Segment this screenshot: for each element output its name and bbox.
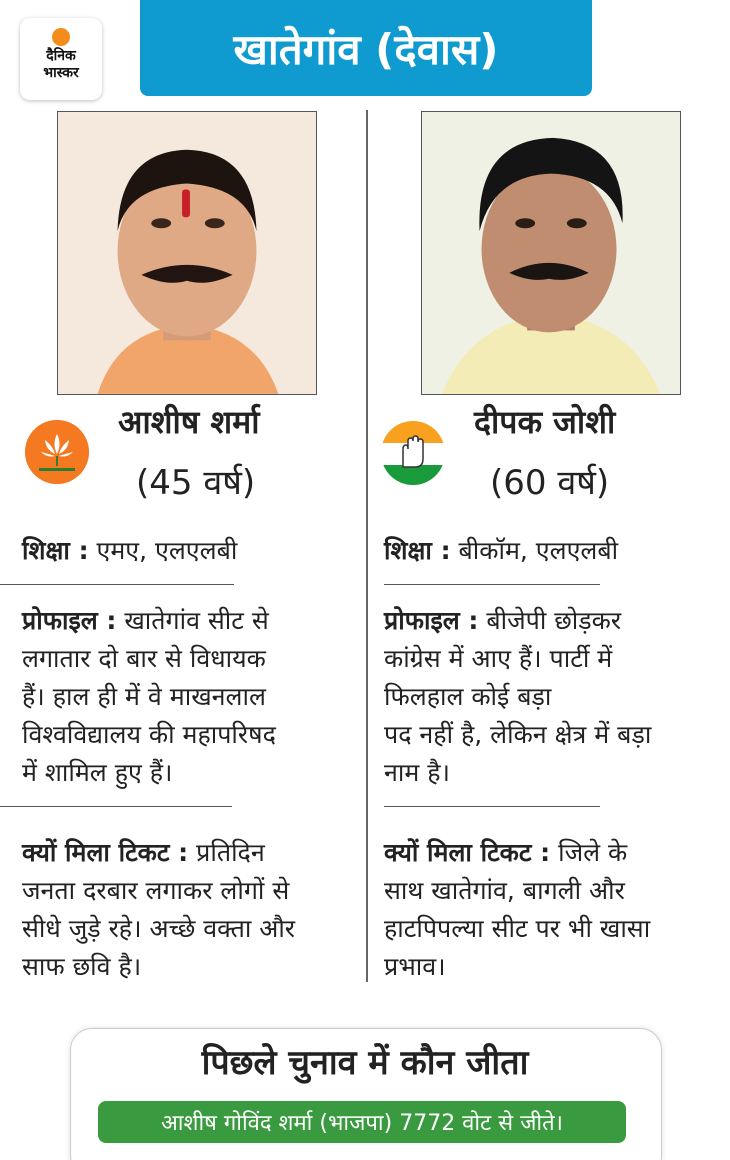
last-election-heading: पिछले चुनाव में कौन जीता <box>201 1043 529 1083</box>
profile-line: खातेगांव सीट से <box>116 606 269 635</box>
candidate-photo-left <box>57 111 317 395</box>
divider-rule <box>384 584 600 585</box>
last-election-result: आशीष गोविंद शर्मा (भाजपा) 7772 वोट से जीते। <box>161 1111 563 1136</box>
education-label: शिक्षा : <box>22 536 89 565</box>
column-divider <box>366 110 368 982</box>
profile-line: में शामिल हुए हैं। <box>22 758 173 787</box>
congress-hand-icon <box>381 421 445 485</box>
profile-right <box>384 602 651 792</box>
ticket-line: हाटपिपल्या सीट पर भी खासा <box>384 914 651 943</box>
profile-line: हैं। हाल ही में वे माखनलाल <box>22 682 266 711</box>
divider-rule <box>0 584 234 585</box>
ticket-line: साथ खातेगांव, बागली और <box>384 876 625 905</box>
candidate-age-left: (45 वर्ष) <box>136 463 256 503</box>
ticket-label: क्यों मिला टिकट : <box>22 838 189 867</box>
profile-line: पद नहीं है, लेकिन क्षेत्र में बड़ा <box>384 720 652 749</box>
divider-rule <box>384 806 600 807</box>
profile-left <box>22 602 276 792</box>
logo-text-line1: दैनिक <box>46 48 76 64</box>
ticket-line: साफ छवि है। <box>22 952 142 981</box>
ticket-reason-right <box>384 834 650 986</box>
education-value: एमए, एलएलबी <box>88 536 238 565</box>
profile-line: कांग्रेस में आए हैं। पार्टी में <box>384 644 613 673</box>
ticket-line: जिले के <box>550 838 628 867</box>
profile-line: विश्वविद्यालय की महापरिषद <box>22 720 276 749</box>
candidate-photo-right <box>421 111 681 395</box>
ticket-line: प्रतिदिन <box>188 838 265 867</box>
ticket-line: सीधे जुड़े रहे। अच्छे वक्ता और <box>22 914 296 943</box>
profile-label: प्रोफाइल : <box>384 606 479 635</box>
ticket-line: जनता दरबार लगाकर लोगों से <box>22 876 290 905</box>
education-right <box>384 532 618 570</box>
divider-rule <box>0 806 232 807</box>
title-banner <box>140 0 592 96</box>
education-value: बीकॉम, एलएलबी <box>450 536 619 565</box>
profile-line: लगातार दो बार से विधायक <box>22 644 266 673</box>
profile-line: नाम है। <box>384 758 450 787</box>
sun-icon <box>52 28 70 46</box>
profile-line: फिलहाल कोई बड़ा <box>384 682 552 711</box>
dainik-bhaskar-logo <box>20 18 102 100</box>
last-election-result-bar <box>98 1101 626 1143</box>
profile-label: प्रोफाइल : <box>22 606 117 635</box>
candidate-name-right: दीपक जोशी <box>474 403 616 441</box>
candidate-name-left: आशीष शर्मा <box>118 403 260 441</box>
ticket-reason-left <box>22 834 295 986</box>
bjp-lotus-icon <box>25 420 89 484</box>
ticket-line: प्रभाव। <box>384 952 446 981</box>
ticket-label: क्यों मिला टिकट : <box>384 838 551 867</box>
page-title: खातेगांव (देवास) <box>233 24 499 74</box>
education-left <box>22 532 237 570</box>
candidate-age-right: (60 वर्ष) <box>490 463 610 503</box>
logo-text-line2: भास्कर <box>43 65 79 81</box>
profile-line: बीजेपी छोड़कर <box>478 606 622 635</box>
education-label: शिक्षा : <box>384 536 451 565</box>
